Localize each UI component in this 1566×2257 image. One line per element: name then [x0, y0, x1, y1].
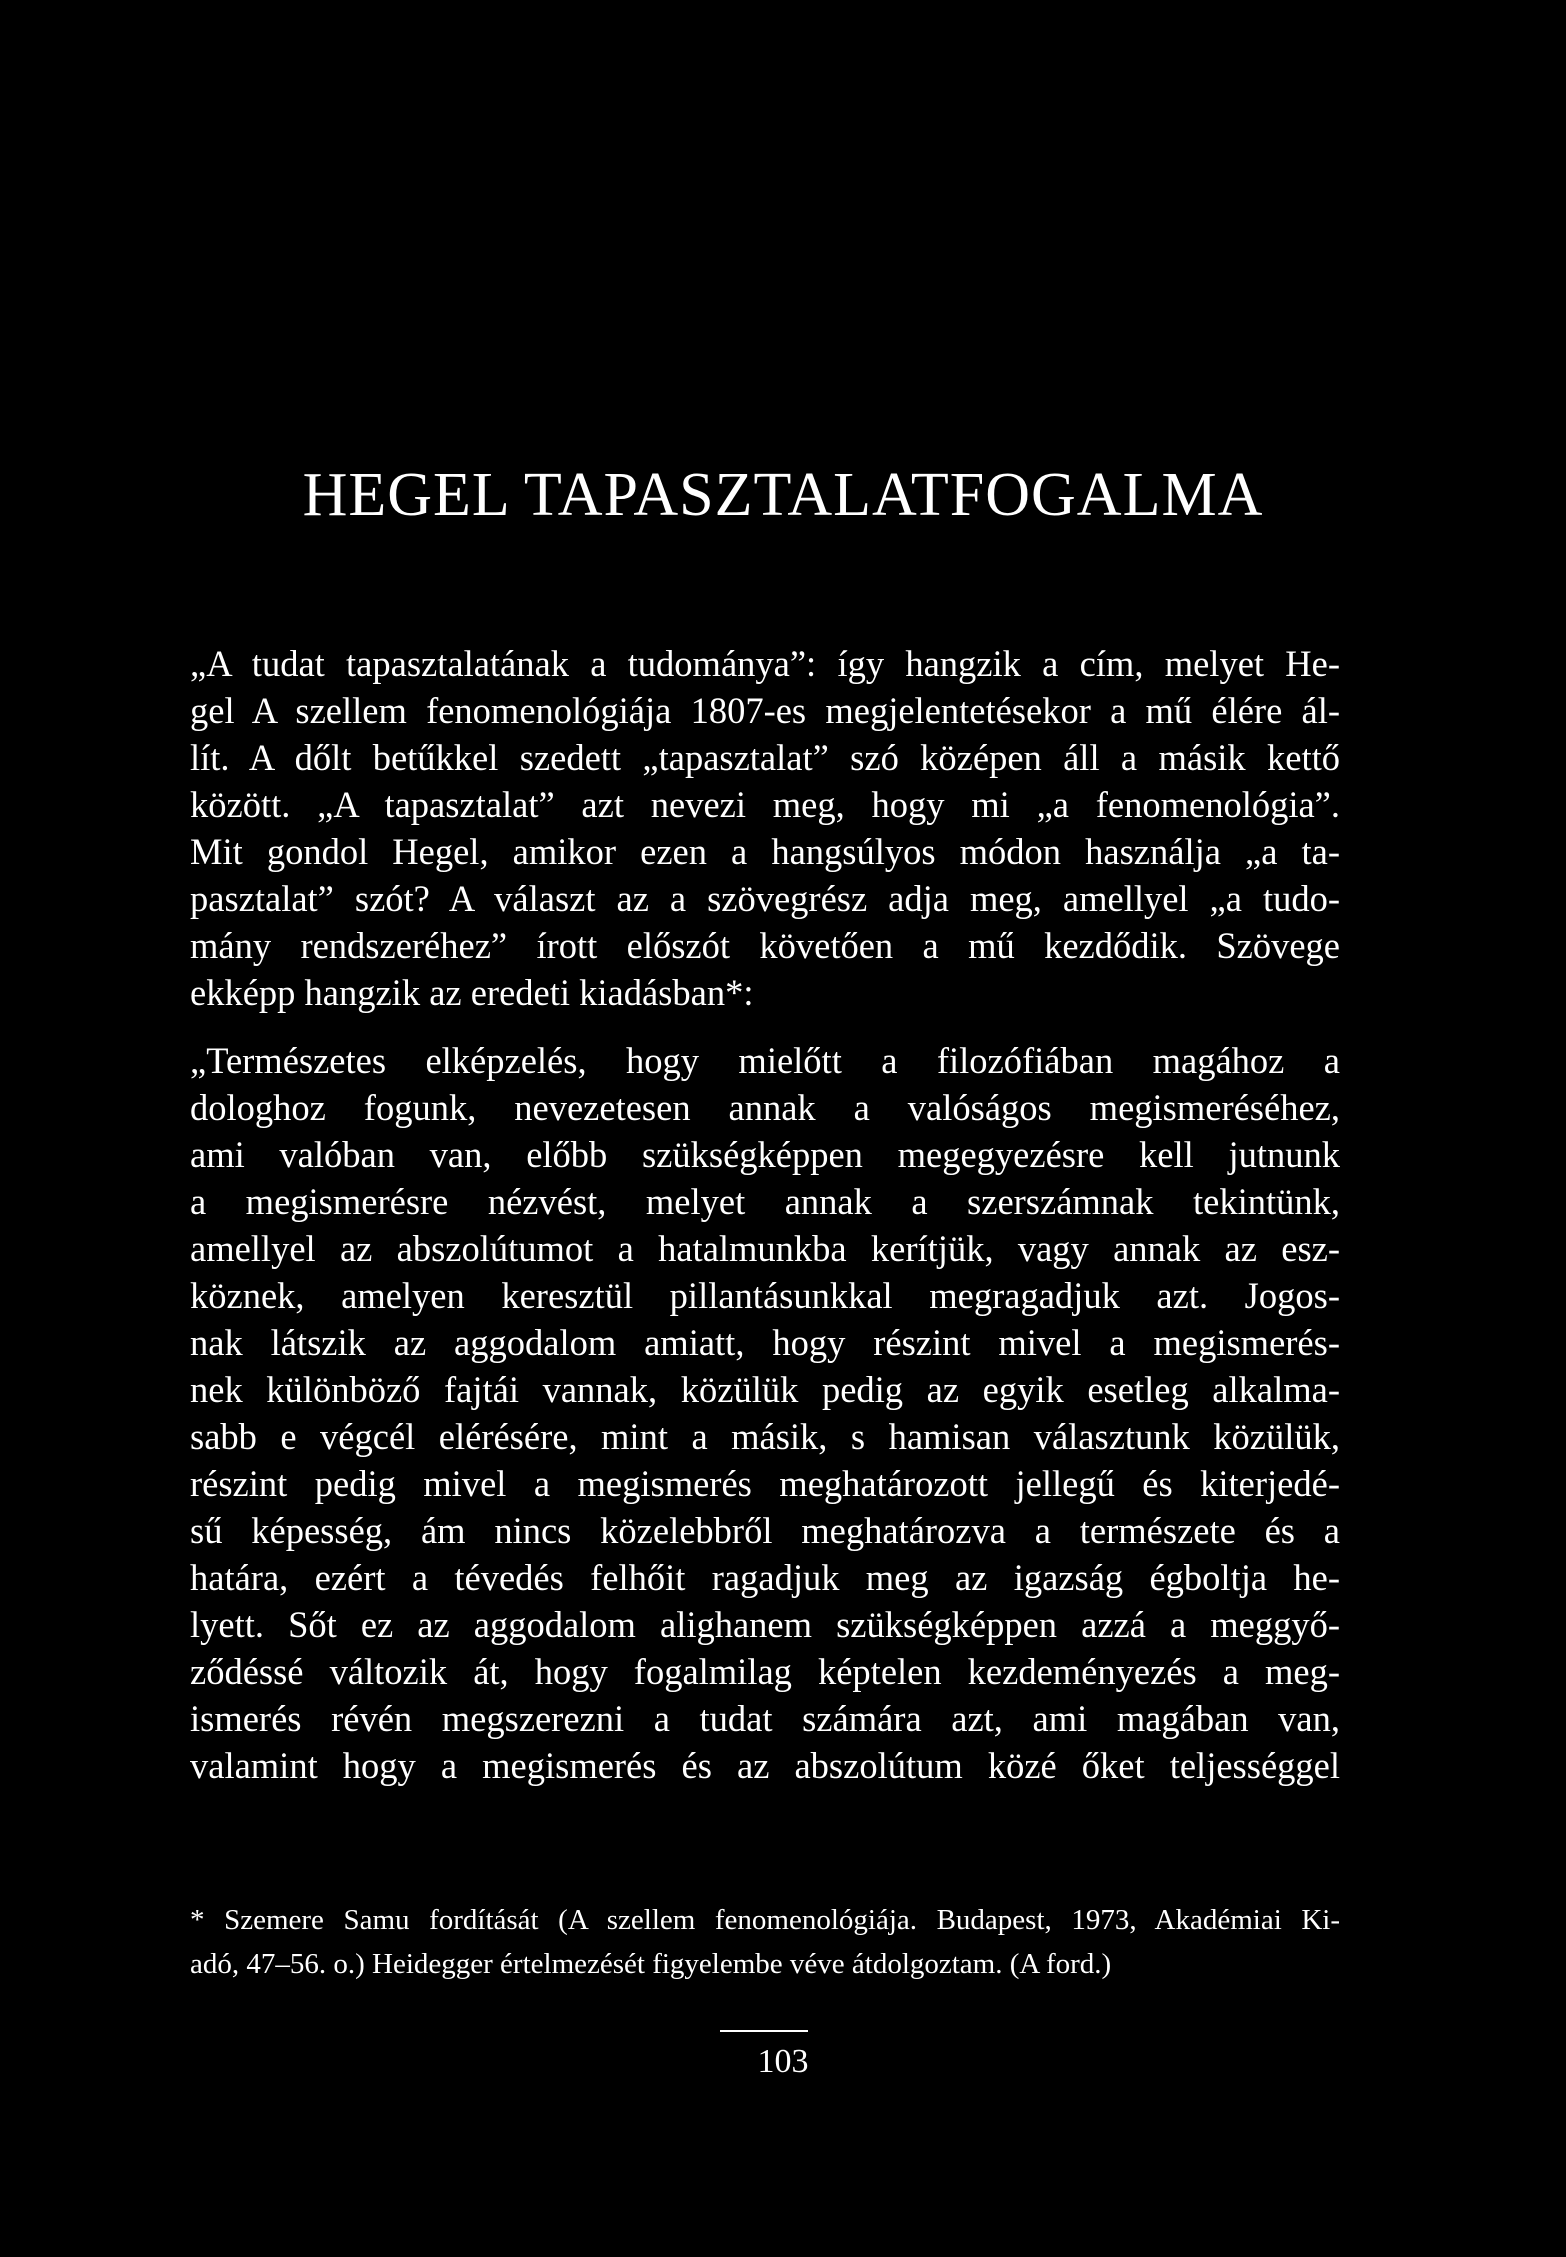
body-line-17: sabb e végcél elérésére, mint a másik, s hamisan választunk közülük,	[190, 1416, 1340, 1457]
body-line-22: ződéssé változik át, hogy fogalmilag képtelen kezdeményezés a meg-	[190, 1651, 1340, 1692]
body-line-5: Mit gondol Hegel, amikor ezen a hangsúlyos módon használja „a ta-	[190, 831, 1340, 872]
footnote-line-2: adó, 47–56. o.) Heidegger értelmezését figyelembe véve átdolgoztam. (A ford.)	[190, 1948, 1112, 1980]
body-line-23: ismerés révén megszerezni a tudat számára azt, ami magában van,	[190, 1698, 1340, 1739]
body-line-16: nek különböző fajtái vannak, közülük pedig az egyik esetleg alkalma-	[190, 1369, 1340, 1410]
body-line-10: dologhoz fogunk, nevezetesen annak a valóságos megismeréséhez,	[190, 1087, 1340, 1128]
page-number-rule	[720, 2030, 808, 2032]
body-line-15: nak látszik az aggodalom amiatt, hogy részint mivel a megismerés-	[190, 1322, 1340, 1363]
body-line-8: ekképp hangzik az eredeti kiadásban*:	[190, 972, 754, 1013]
body-line-19: sű képesség, ám nincs közelebbről meghatározva a természete és a	[190, 1510, 1340, 1551]
body-line-14: köznek, amelyen keresztül pillantásunkkal megragadjuk azt. Jogos-	[190, 1275, 1340, 1316]
body-line-3: lít. A dőlt betűkkel szedett „tapasztalat” szó középen áll a másik kettő	[190, 737, 1340, 778]
body-line-9: „Természetes elképzelés, hogy mielőtt a filozófiában magához a	[190, 1040, 1340, 1081]
body-line-7: mány rendszeréhez” írott előszót követően a mű kezdődik. Szövege	[190, 925, 1340, 966]
body-line-2: gel A szellem fenomenológiája 1807-es megjelentetésekor a mű élére ál-	[190, 690, 1340, 731]
body-line-1: „A tudat tapasztalatának a tudománya”: így hangzik a cím, melyet He-	[190, 643, 1340, 684]
body-line-18: részint pedig mivel a megismerés meghatározott jellegű és kiterjedé-	[190, 1463, 1340, 1504]
body-line-12: a megismerésre nézvést, melyet annak a szerszámnak tekintünk,	[190, 1181, 1340, 1222]
body-line-24: valamint hogy a megismerés és az abszolútum közé őket teljességgel	[190, 1745, 1340, 1786]
page-number: 103	[757, 2043, 809, 2080]
body-line-4: között. „A tapasztalat” azt nevezi meg, hogy mi „a fenomenológia”.	[190, 784, 1340, 825]
body-line-13: amellyel az abszolútumot a hatalmunkba kerítjük, vagy annak az esz-	[190, 1228, 1340, 1269]
body-line-21: lyett. Sőt ez az aggodalom alighanem szükségképpen azzá a meggyő-	[190, 1604, 1340, 1645]
chapter-title: HEGEL TAPASZTALATFOGALMA	[302, 461, 1264, 529]
footnote-line-1: * Szemere Samu fordítását (A szellem fenomenológiája. Budapest, 1973, Akadémiai Ki-	[190, 1904, 1340, 1936]
body-line-20: határa, ezért a tévedés felhőit ragadjuk meg az igazság égboltja he-	[190, 1557, 1340, 1598]
body-line-11: ami valóban van, előbb szükségképpen megegyezésre kell jutnunk	[190, 1134, 1340, 1175]
body-line-6: pasztalat” szót? A választ az a szövegrész adja meg, amellyel „a tudo-	[190, 878, 1340, 919]
